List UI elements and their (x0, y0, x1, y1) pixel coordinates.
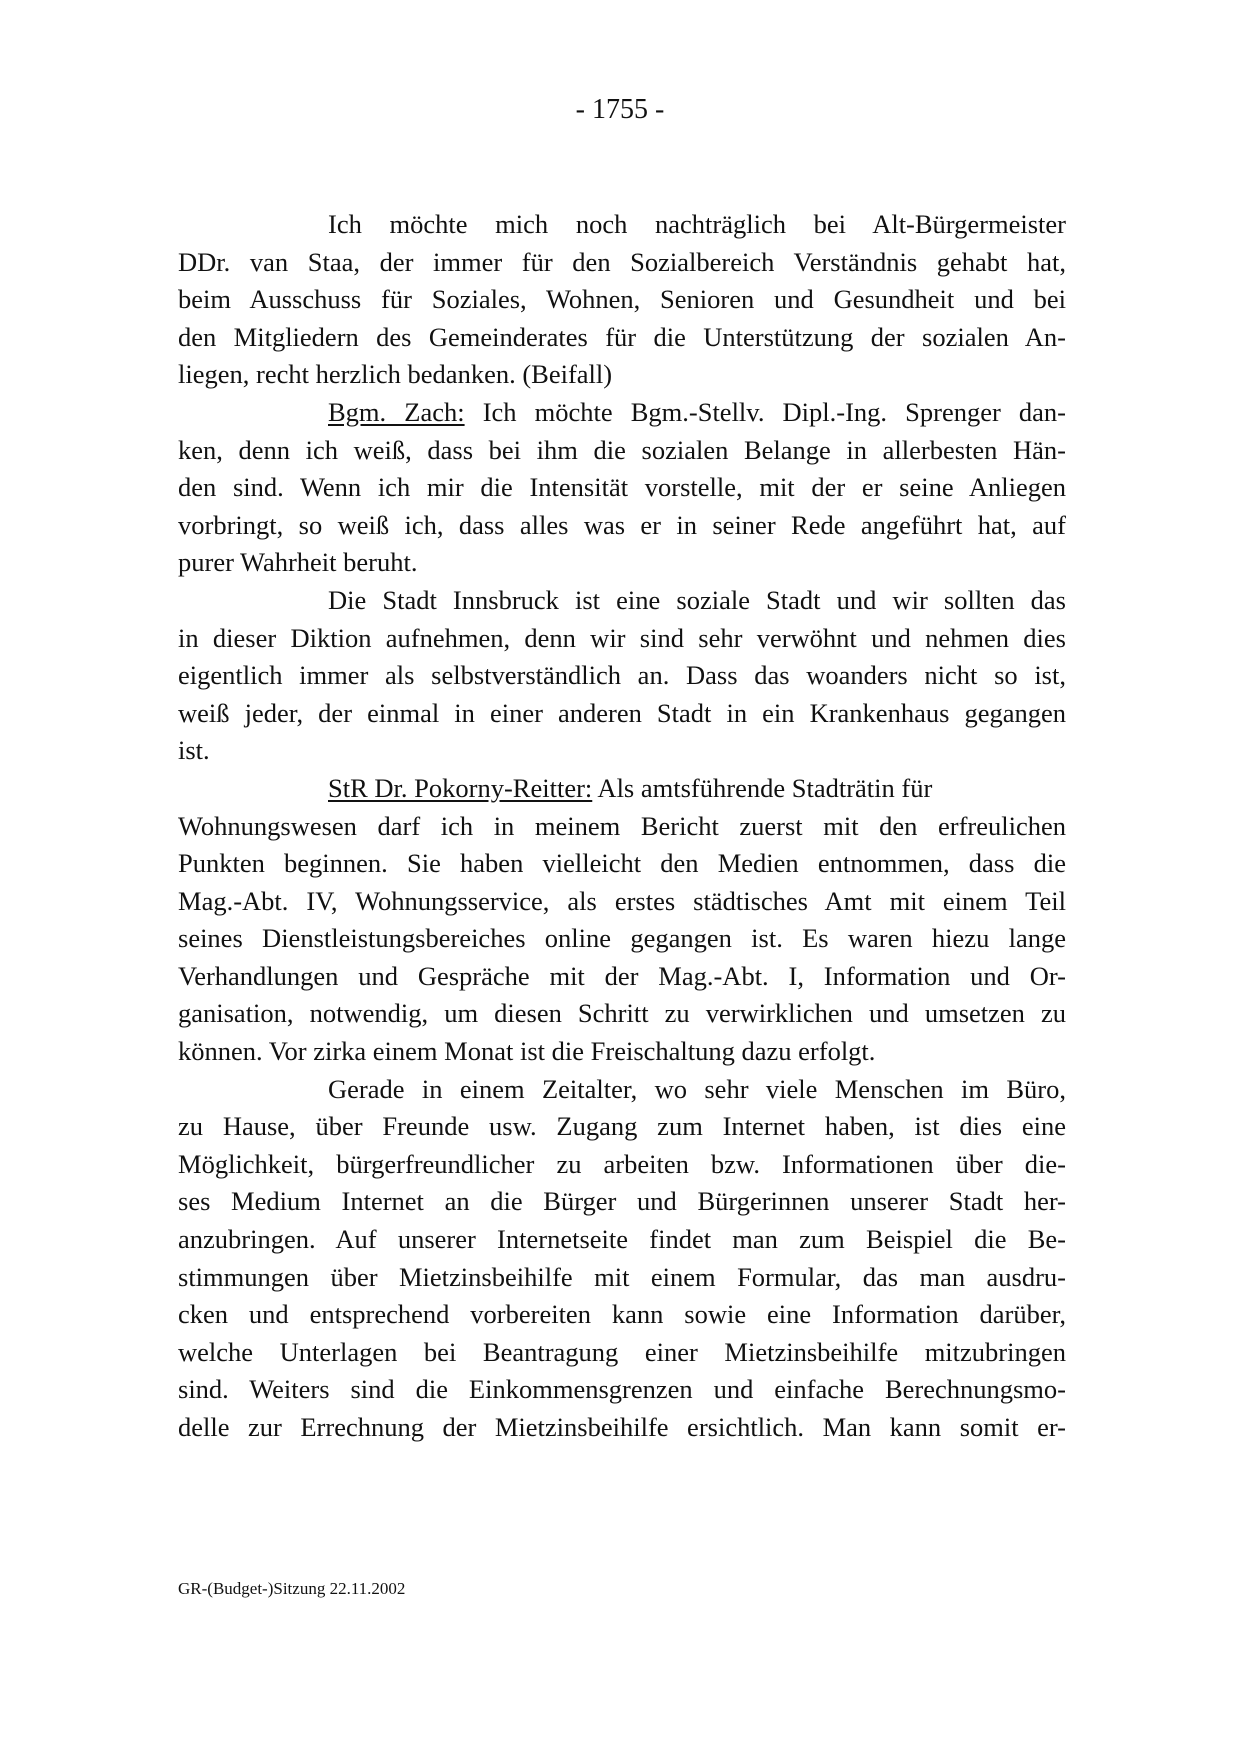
paragraph (178, 1071, 1066, 1447)
text-line: ken, denn ich weiß, dass bei ihm die sozialen Belange in allerbesten Hän- (178, 434, 1066, 465)
paragraph (178, 582, 1066, 770)
text-line: den Mitgliedern des Gemeinderates für die Unterstützung der sozialen An- (178, 321, 1066, 352)
text-line: ist. (178, 735, 210, 766)
text-line: purer Wahrheit beruht. (178, 547, 418, 578)
page-footer: GR-(Budget-)Sitzung 22.11.2002 (178, 1579, 406, 1598)
text-line: delle zur Errechnung der Mietzinsbeihilfe ersichtlich. Man kann somit er- (178, 1412, 1066, 1442)
text-line: Verhandlungen und Gespräche mit der Mag.-Abt. I, Information und Or- (178, 960, 1066, 991)
text-line: beim Ausschuss für Soziales, Wohnen, Senioren und Gesundheit und bei (178, 284, 1066, 315)
text-line: seines Dienstleistungsbereiches online gegangen ist. Es waren hiezu lange (178, 923, 1066, 954)
text-line: anzubringen. Auf unserer Internetseite findet man zum Beispiel die Be- (178, 1224, 1066, 1255)
text-line: DDr. van Staa, der immer für den Sozialbereich Verständnis gehabt hat, (178, 246, 1066, 277)
text-segment: Ich möchte Bgm.-Stellv. Dipl.-Ing. Sprenger dan- (464, 396, 1066, 427)
text-line: Ich möchte mich noch nachträglich bei Alt-Bürgermeister (328, 209, 1066, 239)
text-line (178, 394, 1066, 432)
text-line: Mag.-Abt. IV, Wohnungsservice, als erstes städtisches Amt mit einem Teil (178, 885, 1066, 916)
text-line: welche Unterlagen bei Beantragung einer Mietzinsbeihilfe mitzubringen (178, 1336, 1066, 1367)
text-line: Punkten beginnen. Sie haben vielleicht den Medien entnommen, dass die (178, 848, 1066, 879)
text-line: sind. Weiters sind die Einkommensgrenzen und einfache Berechnungsmo- (178, 1374, 1066, 1405)
paragraph (178, 394, 1066, 582)
page-number: - 1755 - (575, 94, 665, 125)
text-line: vorbringt, so weiß ich, dass alles was er in seiner Rede angeführt hat, auf (178, 509, 1066, 540)
text-line: den sind. Wenn ich mir die Intensität vorstelle, mit der er seine Anliegen (178, 472, 1066, 503)
text-line: Die Stadt Innsbruck ist eine soziale Stadt und wir sollten das (328, 584, 1066, 615)
text-line: cken und entsprechend vorbereiten kann sowie eine Information darüber, (178, 1299, 1066, 1330)
text-line: können. Vor zirka einem Monat ist die Freischaltung dazu erfolgt. (178, 1036, 876, 1067)
text-line: Gerade in einem Zeitalter, wo sehr viele Menschen im Büro, (328, 1073, 1066, 1104)
document-body (178, 206, 1066, 1447)
text-line: in dieser Diktion aufnehmen, denn wir sind sehr verwöhnt und nehmen dies (178, 622, 1066, 653)
text-line: weiß jeder, der einmal in einer anderen Stadt in ein Krankenhaus gegangen (178, 697, 1066, 728)
paragraph (178, 770, 1066, 1071)
text-line: zu Hause, über Freunde usw. Zugang zum Internet haben, ist dies eine (178, 1111, 1066, 1142)
text-line: Wohnungswesen darf ich in meinem Bericht zuerst mit den erfreulichen (178, 810, 1066, 841)
text-segment: Als amtsführende Stadträtin für (592, 772, 933, 803)
text-line: eigentlich immer als selbstverständlich an. Dass das woanders nicht so ist, (178, 660, 1066, 691)
text-line: Möglichkeit, bürgerfreundlicher zu arbeiten bzw. Informationen über die- (178, 1148, 1066, 1179)
paragraph (178, 206, 1066, 394)
text-line: liegen, recht herzlich bedanken. (Beifall) (178, 359, 613, 390)
text-line: ganisation, notwendig, um diesen Schritt zu verwirklichen und umsetzen zu (178, 998, 1066, 1029)
text-line (178, 770, 1066, 808)
speaker-name: Bgm. Zach: (328, 396, 465, 427)
text-line: ses Medium Internet an die Bürger und Bürgerinnen unserer Stadt her- (178, 1186, 1066, 1217)
speaker-name: StR Dr. Pokorny-Reitter: (328, 772, 593, 803)
text-line: stimmungen über Mietzinsbeihilfe mit einem Formular, das man ausdru- (178, 1261, 1066, 1292)
